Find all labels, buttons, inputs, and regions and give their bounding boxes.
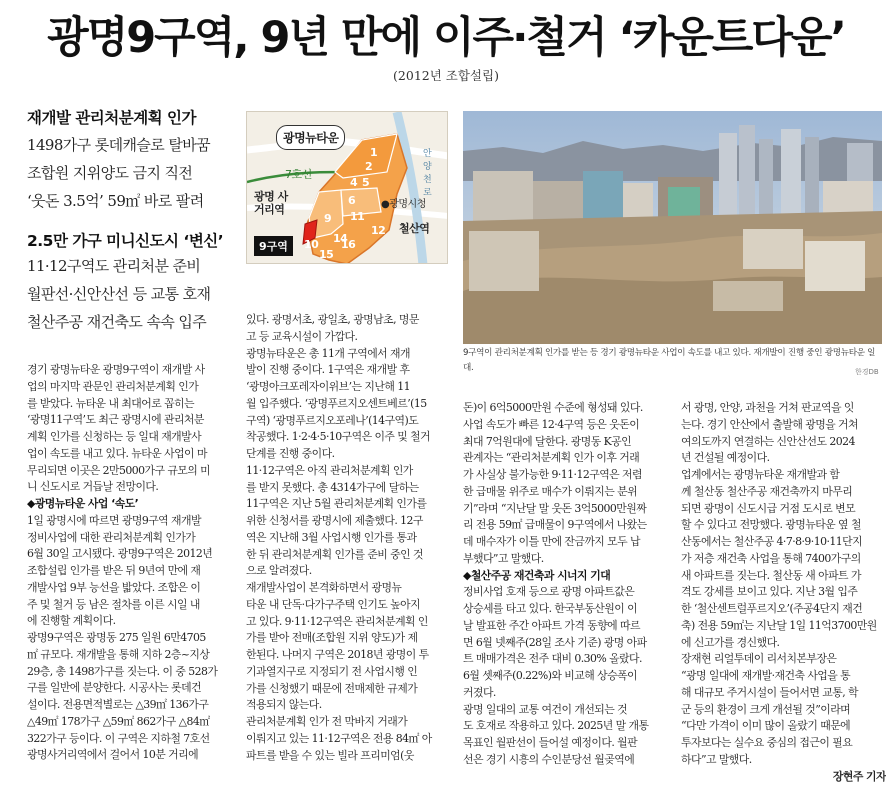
body-line: 기”라며 “지난달 말 웃돈 3억5000만원짜 [463,501,647,515]
body-line: 경기 광명뉴타운 광명9구역이 재개발 사 [27,363,205,376]
deck-lines-1 [27,131,232,215]
body-line: 있다. 광명서초, 광일초, 광명남초, 명문 [246,313,419,326]
headline: 광명9구역, 9년 만에 이주·철거 ‘카운트다운’ [47,13,845,63]
body-line: 목표인 월판선이 들어설 예정이다. 월판 [463,736,638,749]
zone-number: 1 [370,146,378,159]
body-line: 가 사실상 불가능한 9·11·12구역은 저렴 [463,468,642,481]
zone-number: 15 [319,248,334,261]
body-line: 업계에서는 광명뉴타운 재개발과 함 [681,468,840,481]
body-line: 트 매매가격은 전주 대비 0.30% 올랐다. [463,652,642,666]
body-line: 6월 30일 고시됐다. 광명9구역은 2012년 [27,547,213,561]
zone-number: 11 [350,210,365,223]
body-line: 서 광명, 안양, 과천을 거쳐 판교역을 잇 [681,401,854,414]
body-line: 를 받지 못했다. 총 4314가구에 달하는 [246,480,419,494]
body-line: 주 및 철거 등 남은 절차를 이른 시일 내 [27,597,200,611]
deck-line: 1498가구 롯데캐슬로 탈바꿈 [27,136,211,154]
map-station-gwangmyeong: 광명 사거리역 [254,190,288,216]
zone-number: 5 [362,176,370,189]
body-line: 해 대규모 주거시설이 들어서면 교통, 학 [681,685,858,699]
map-line7-label: 7호선 [285,168,312,181]
body-line: 상승세를 타고 있다. 한국부동산원이 이 [463,602,638,615]
body-line: 11·12구역은 아직 관리처분계획 인가 [246,463,413,477]
section-subhead: ◆광명뉴타운 사업 ‘속도’ [27,497,139,510]
body-line: 장재현 리얼투데이 리서치본부장은 [681,652,837,666]
body-line: 월 입주했다. ‘광명푸르지오센트베르’(15 [246,396,427,410]
deck-lines-2 [27,252,232,336]
photo-image [463,111,882,344]
body-line: “광명 일대에 재개발·재건축 사업을 통 [681,669,851,682]
body-line: 한 ‘철산센트럴푸르지오’(주공4단지 재건 [681,602,863,615]
body-line: 리 전용 59㎡ 급매물이 9구역에서 나왔는 [463,518,647,532]
body-line: 축) 전용 59㎡는 지난달 1일 11억3700만원 [681,618,877,632]
body-line: 가를 신청했기 때문에 전매제한 규제가 [246,681,418,695]
deck-line: 조합원 지위양도 금지 직전 [27,164,193,182]
body-line: 발이 진행 중이다. 1구역은 재개발 후 [246,363,410,377]
body-line: 할 수 있다고 전망했다. 광명뉴타운 옆 철 [681,518,861,532]
photo-credit: 한경DB [855,368,879,376]
body-line: 광명9구역은 광명동 275 일원 6만4705 [27,631,206,644]
body-line: 군 등의 환경이 크게 개선될 것”이라며 [681,702,851,716]
body-line: 부했다”고 말했다. [463,551,544,565]
body-line: 광명 일대의 교통 여건이 개선되는 것 [463,702,628,716]
deck-line: 월판선·신안산선 등 교통 호재 [27,285,211,303]
body-line: 께 철산동 철산주공 재건축까지 마무리 [681,484,853,498]
body-line: 11구역은 지난 5월 관리처분계획 인가를 [246,497,427,511]
subhead: (2012년 조합설립) [393,68,499,83]
body-line: 에 진행할 계획이다. [27,614,116,628]
zone-number: 12 [371,224,386,237]
body-line: 타운 내 단독·다가구주택 인기도 높아지 [246,597,421,611]
body-line: 선은 경기 시흥의 수인분당선 월곶역에 [463,752,635,766]
body-line: 이뤄지고 있는 11·12구역은 전용 84㎡ 아 [246,731,432,745]
zone-number: 4 [350,176,358,189]
body-line: 파트를 받을 수 있는 빌라 프리미엄(웃 [246,748,414,762]
body-line: 기과열지구로 지정되기 전 사업시행 인 [246,664,418,678]
body-line: 으로 알려졌다. [246,564,312,578]
deck-kicker-2: 2.5만 가구 미니신도시 ‘변신’ [27,232,224,250]
body-line: 최대 7억원대에 달한다. 광명동 K공인 [463,434,632,448]
body-line: 6월 셋째주(0.22%)와 비교해 상승폭이 [463,669,638,682]
body-line: 무리되면 이곳은 2만5000가구 규모의 미 [27,463,211,477]
zone-number: 9 [324,212,332,225]
body-line: 단계를 진행 중이다. [246,447,335,460]
body-line: 에 신고가를 경신했다. [681,635,780,649]
body-line: 업의 마지막 관문인 관리처분계획 인가 [27,379,199,393]
body-line: ‘광명아크포레자이위브’는 지난해 11 [246,380,410,393]
body-line: 데 매수자가 이틀 만에 잔금까지 모두 납 [463,535,640,548]
body-line: 투자보다는 실수요 중심의 접근이 필요 [681,736,853,749]
map-badge: 광명뉴타운 [276,125,345,150]
body-line: 업이 속도를 내고 있다. 뉴타운 사업이 마 [27,446,207,460]
body-line: △49㎡ 178가구 △59㎡ 862가구 △84㎡ [27,714,210,728]
body-line: ‘광명11구역’도 최근 광명시에 관리처분 [27,413,204,427]
zone-number: 16 [341,238,356,251]
deck-kicker-1: 재개발 관리처분계획 인가 [27,109,196,127]
body-line: 가 저층 재건축 사업을 통해 7400가구의 [681,551,861,565]
body-line: 설이다. 전용면적별로는 △39㎡ 136가구 [27,698,209,711]
body-line: 관리처분계획 인가 전 막바지 거래가 [246,715,408,728]
deck-line: ‘웃돈 3.5억’ 59㎡ 바로 팔려 [27,192,204,210]
body-line: 되면 광명이 신도시급 거점 도시로 변모 [681,501,856,515]
body-line: 도 호재로 작용하고 있다. 2025년 말 개통 [463,719,649,733]
body-line: 구를 일반에 분양한다. 시공사는 롯데건 [27,681,202,695]
redevelopment-photo [463,111,882,344]
body-line: ㎡ 규모다. 재개발을 통해 지하 2층~지상 [27,647,210,661]
deck-line: 11·12구역도 관리처분 준비 [27,257,201,275]
body-line: 광명뉴타운은 총 11개 구역에서 재개 [246,346,410,360]
body-line: 개발사업 9부 능선을 밟았다. 조합은 이 [27,580,201,594]
body-line: 위한 신청서를 광명시에 제출했다. 12구 [246,514,423,527]
body-line: 여의도까지 연결하는 신안산선도 2024 [681,434,855,448]
zone-number: 14 [333,232,348,245]
body-line: 는다. 경기 안산에서 출발해 광명을 거쳐 [681,417,858,431]
body-line: 재개발사업이 본격화하면서 광명뉴 [246,581,402,594]
body-line: 돈)이 6억5000만원 수준에 형성돼 있다. [463,401,643,414]
body-line: 한 급매물 위주로 매수가 이뤄지는 분위 [463,484,638,498]
body-line: 착공했다. 1·2·4·5·10구역은 이주 및 철거 [246,430,431,444]
body-column-2 [246,312,451,805]
body-line: 322가구 등이다. 이 구역은 지하철 7호선 [27,731,210,745]
body-line: 니 신도시로 거듭날 전망이다. [27,480,159,494]
body-line: 하다”고 말했다. [681,752,752,766]
body-column-3 [463,400,668,805]
body-column-4 [681,400,886,805]
body-line: 계획 인가를 신청하는 등 일대 재개발사 [27,430,202,443]
body-line: 한 뒤 관리처분계획 인가를 준비 중인 것 [246,547,423,561]
body-line: 산동에서는 철산주공 4·7·8·9·10·11단지 [681,535,863,548]
body-line: 면 6월 넷째주(28일 조사 기준) 광명 아파 [463,635,647,649]
body-line: 구역) ‘광명푸르지오포레나’(14구역)도 [246,413,419,427]
body-line: 년 건설될 예정이다. [681,451,770,465]
zone-number: 10 [304,238,319,251]
byline: 장현주 기자 [832,769,886,783]
body-line: 한된다. 나머지 구역은 2018년 광명이 투 [246,648,429,661]
photo-caption: 9구역이 관리처분계획 인가를 받는 등 경기 광명뉴타운 사업이 속도를 내고 있다. 재개발이 진행 중인 광명뉴타운 일대. [463,348,876,373]
body-line: 를 받았다. 뉴타운 내 최대어로 꼽히는 [27,396,195,410]
body-line: 고 있다. 9·11·12구역은 관리처분계획 인 [246,614,428,628]
body-line: 고 등 교육시설이 가깝다. [246,329,358,343]
body-line: 관계자는 “관리처분계획 인가 이후 거래 [463,451,640,465]
body-line: 광명사거리역에서 걸어서 10분 거리에 [27,748,199,762]
zone-number: 2 [365,160,373,173]
body-line: 가를 받아 전매(조합원 지위 양도)가 제 [246,631,418,645]
body-line: 커졌다. [463,685,496,699]
map-city-hall: ●광명시청 [381,199,426,210]
body-line: 1일 광명시에 따르면 광명9구역 재개발 [27,513,201,527]
zone-number: 6 [348,194,356,207]
map-road-label: 안양천로 [423,149,432,198]
body-line: 새 아파트를 짓는다. 철산동 새 아파트 가 [681,568,861,582]
body-line: 역은 지난해 3월 사업시행 인가를 통과 [246,530,417,544]
body-line: 날 발표한 주간 아파트 가격 동향에 따르 [463,618,640,632]
body-line: 격도 강세를 보이고 있다. 지난 3월 입주 [681,585,858,599]
body-line: 사업 속도가 빠른 12·4구역 등은 웃돈이 [463,417,640,431]
body-line: 조합설립 인가를 받은 뒤 9년여 만에 재 [27,564,201,577]
body-line: 정비사업에 대한 관리처분계획 인가가 [27,530,196,544]
map-station-cheolsan: 철산역 [399,222,430,235]
body-column-1 [27,362,235,805]
section-subhead: ◆철산주공 재건축과 시너지 기대 [463,568,611,582]
deck-line: 철산주공 재건축도 속속 입주 [27,313,207,331]
map-zone-9-tag: 9구역 [254,236,293,256]
newtown-map [246,111,448,264]
body-line: 29층, 총 1498가구를 짓는다. 이 중 528가 [27,664,218,678]
body-line: 정비사업 호재 등으로 광명 아파트값은 [463,585,635,599]
body-line: “다만 가격이 이미 많이 올랐기 때문에 [681,719,851,733]
body-line: 적용되지 않는다. [246,698,322,712]
